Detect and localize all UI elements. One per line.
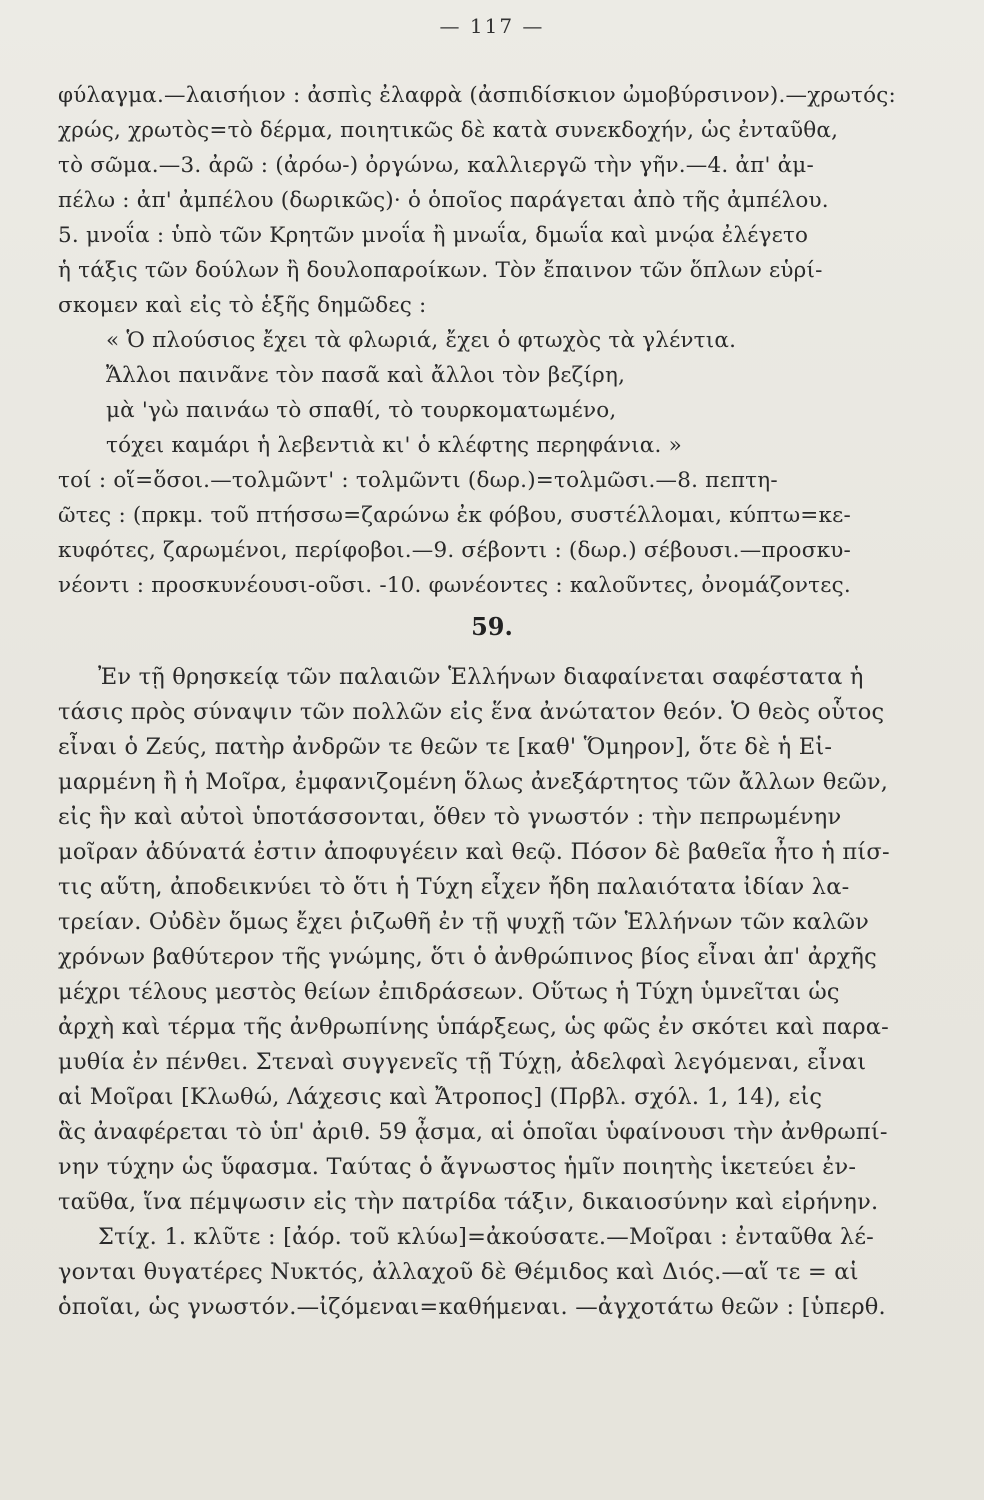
main-text-line: μοῖραν ἀδύνατά ἐστιν ἀποφυγέειν καὶ θεῷ. Πόσον δὲ βαθεῖα ἦτο ἡ πίσ- xyxy=(58,839,890,865)
main-text-line: αἱ Μοῖραι [Κλωθώ, Λάχεσις καὶ Ἄτροπος] (Πρβλ. σχόλ. 1, 14), εἰς xyxy=(58,1084,823,1110)
main-text-line: μυθία ἐν πένθει. Στεναὶ συγγενεῖς τῇ Τύχῃ, ἀδελφαὶ λεγόμεναι, εἶναι xyxy=(58,1049,867,1075)
commentary-line: ῶτες : (πρκμ. τοῦ πτήσσω=ζαρώνω ἐκ φόβου, συστέλλομαι, κύπτω=κε- xyxy=(58,503,851,528)
note-line: Στίχ. 1. κλῦτε : [ἀόρ. τοῦ κλύω]=ἀκούσατε.—Μοῖραι : ἐνταῦθα λέ- xyxy=(98,1224,874,1250)
commentary-line: σκομεν καὶ εἰς τὸ ἑξῆς δημῶδες : xyxy=(58,293,427,318)
main-text-line: νην τύχην ὡς ὕφασμα. Ταύτας ὁ ἄγνωστος ἡμῖν ποιητὴς ἱκετεύει ἐν- xyxy=(58,1154,857,1180)
main-text-line: τις αὕτη, ἀποδεικνύει τὸ ὅτι ἡ Τύχη εἶχεν ἤδη παλαιότατα ἰδίαν λα- xyxy=(58,874,850,900)
main-text xyxy=(58,660,920,1325)
main-text-line: μέχρι τέλους μεστὸς θείων ἐπιδράσεων. Οὕτως ἡ Τύχη ὑμνεῖται ὡς xyxy=(58,979,840,1005)
commentary-line: 5. μνοΐα : ὑπὸ τῶν Κρητῶν μνοΐα ἢ μνωΐα, δμωΐα καὶ μνῴα ἐλέγετο xyxy=(58,223,809,248)
commentary-line: ἡ τάξις τῶν δούλων ἢ δουλοπαροίκων. Τὸν ἔπαινον τῶν ὅπλων εὑρί- xyxy=(58,258,823,283)
commentary-line: τοί : οἵ=ὅσοι.—τολμῶντ' : τολμῶντι (δωρ.)=τολμῶσι.—8. πεπτη- xyxy=(58,468,778,493)
main-text-line: ταῦθα, ἵνα πέμψωσιν εἰς τὴν πατρίδα τάξιν, δικαιοσύνην καὶ εἰρήνην. xyxy=(58,1189,879,1215)
main-text-line: τάσις πρὸς σύναψιν τῶν πολλῶν εἰς ἕνα ἀνώτατον θεόν. Ὁ θεὸς οὗτος xyxy=(58,699,885,725)
main-text-line: εἰς ἣν καὶ αὐτοὶ ὑποτάσσονται, ὅθεν τὸ γνωστόν : τὴν πεπρωμένην xyxy=(58,804,842,830)
folk-song-line: Ἄλλοι παινᾶνε τὸν πασᾶ καὶ ἄλλοι τὸν βεζίρη, xyxy=(106,363,626,388)
main-text-line: τρείαν. Οὐδὲν ὅμως ἔχει ῥιζωθῆ ἐν τῇ ψυχῇ τῶν Ἑλλήνων τῶν καλῶν xyxy=(58,909,870,935)
commentary-line: τὸ σῶμα.—3. ἀρῶ : (ἀρόω-) ὀργώνω, καλλιεργῶ τὴν γῆν.—4. ἀπ' ἀμ- xyxy=(58,153,814,178)
section-number: 59. xyxy=(471,612,513,641)
main-text-line: Ἐν τῇ θρησκείᾳ τῶν παλαιῶν Ἑλλήνων διαφαίνεται σαφέστατα ἡ xyxy=(98,664,864,690)
note-line: γονται θυγατέρες Νυκτός, ἀλλαχοῦ δὲ Θέμιδος καὶ Διός.—αἵ τε = αἱ xyxy=(58,1259,859,1285)
folk-song-line: « Ὁ πλούσιος ἔχει τὰ φλωριά, ἔχει ὁ φτωχὸς τὰ γλέντια. xyxy=(106,328,737,353)
note-line: ὁποῖαι, ὡς γνωστόν.—ἰζόμεναι=καθήμεναι. —ἀγχοτάτω θεῶν : [ὑπερθ. xyxy=(58,1294,886,1320)
commentary-line: κυφότες, ζαρωμένοι, περίφοβοι.—9. σέβοντι : (δωρ.) σέβουσι.—προσκυ- xyxy=(58,538,851,563)
folk-song-line: μὰ 'γὼ παινάω τὸ σπαθί, τὸ τουρκοματωμένο, xyxy=(106,398,617,423)
folk-song-line: τόχει καμάρι ἡ λεβεντιὰ κι' ὁ κλέφτης περηφάνια. » xyxy=(106,433,682,458)
page-number: — 117 — xyxy=(439,14,545,38)
main-text-line: εἶναι ὁ Ζεύς, πατὴρ ἀνδρῶν τε θεῶν τε [καθ' Ὅμηρον], ὅτε δὲ ἡ Εἱ- xyxy=(58,734,833,760)
main-text-line: χρόνων βαθύτερον τῆς γνώμης, ὅτι ὁ ἀνθρώπινος βίος εἶναι ἀπ' ἀρχῆς xyxy=(58,944,877,970)
main-text-line: ἀρχὴ καὶ τέρμα τῆς ἀνθρωπίνης ὑπάρξεως, ὡς φῶς ἐν σκότει καὶ παρα- xyxy=(58,1014,889,1040)
main-text-line: ἃς ἀναφέρεται τὸ ὑπ' ἀριθ. 59 ᾆσμα, αἱ ὁποῖαι ὑφαίνουσι τὴν ἀνθρωπί- xyxy=(58,1119,888,1145)
main-text-line: μαρμένη ἢ ἡ Μοῖρα, ἐμφανιζομένη ὅλως ἀνεξάρτητος τῶν ἄλλων θεῶν, xyxy=(58,769,889,795)
commentary-top xyxy=(58,78,920,603)
commentary-line: φύλαγμα.—λαισήιον : ἀσπὶς ἐλαφρὰ (ἀσπιδίσκιον ὠμοβύρσινον).—χρωτός: xyxy=(58,83,896,108)
commentary-line: πέλω : ἀπ' ἀμπέλου (δωρικῶς)· ὁ ὁποῖος παράγεται ἀπὸ τῆς ἀμπέλου. xyxy=(58,188,829,213)
commentary-line: νέοντι : προσκυνέουσι-οῦσι. -10. φωνέοντες : καλοῦντες, ὀνομάζοντες. xyxy=(58,573,851,598)
commentary-line: χρώς, χρωτὸς=τὸ δέρμα, ποιητικῶς δὲ κατὰ συνεκδοχήν, ὡς ἐνταῦθα, xyxy=(58,118,839,143)
